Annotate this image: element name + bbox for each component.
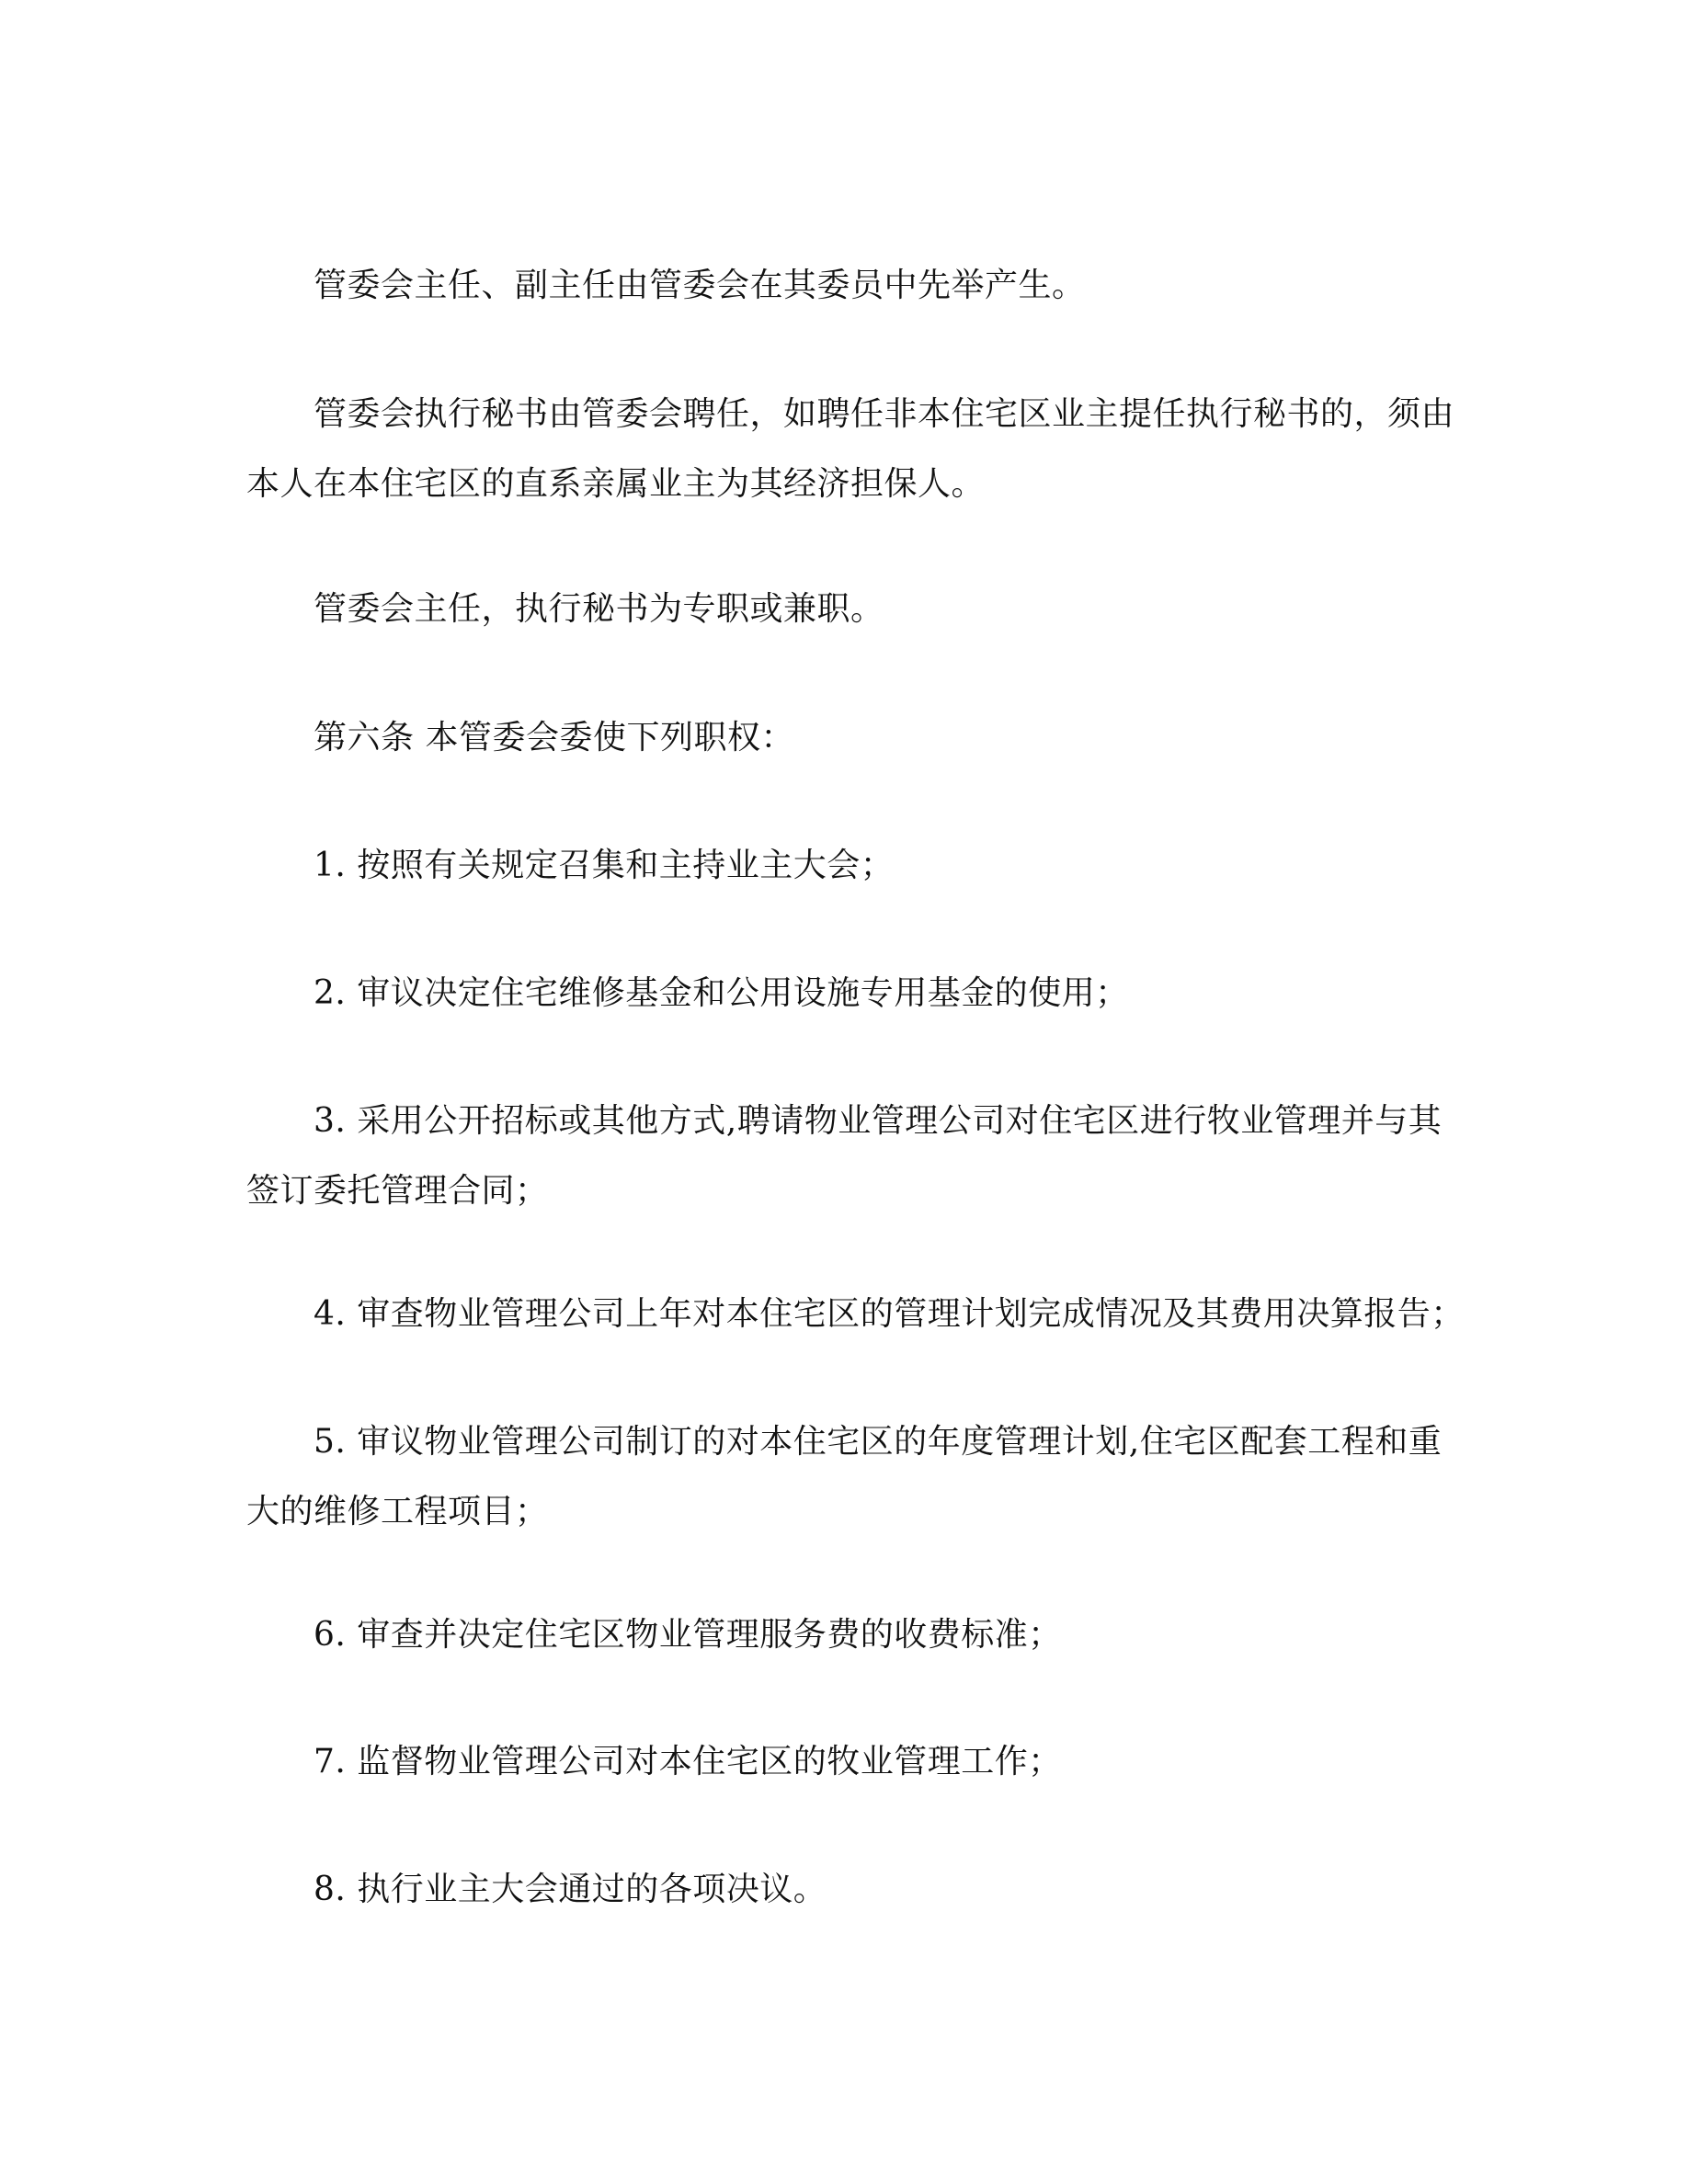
list-item-2 [246,959,1442,1029]
list-item-8 [246,1855,1442,1925]
list-item-7 [246,1727,1442,1797]
article-six-heading [246,703,1442,773]
paragraph-line: 3. 采用公开招标或其他方式,聘请物业管理公司对住宅区进行牧业管理并与其 [314,1102,1443,1140]
paragraph-line: 2. 审议决定住宅维修基金和公用设施专用基金的使用； [314,974,1129,1012]
paragraph-line: 签订委托管理合同； [246,1172,549,1210]
list-item-5 [246,1407,1442,1547]
paragraph-line: 第六条 本管委会委使下列职权： [314,719,794,756]
paragraph-line: 4. 审查物业管理公司上年对本住宅区的管理计划完成情况及其费用决算报告； [314,1295,1465,1333]
list-item-4 [246,1280,1465,1349]
paragraph-line: 5. 审议物业管理公司制订的对本住宅区的年度管理计划,住宅区配套工程和重 [314,1423,1443,1461]
paragraph-line: 管委会主任，执行秘书为专职或兼职。 [314,590,884,628]
paragraph-line: 大的维修工程项目； [246,1493,549,1530]
paragraph-line: 1. 按照有关规定召集和主持业主大会； [314,847,895,884]
paragraph-line: 本人在本住宅区的直系亲属业主为其经济担保人。 [246,465,986,503]
paragraph-executive-secretary [246,380,1455,519]
list-item-1 [246,831,1442,901]
paragraph-line: 7. 监督物业管理公司对本住宅区的牧业管理工作； [314,1743,1062,1780]
list-item-3 [246,1086,1442,1226]
list-item-6 [246,1600,1442,1670]
paragraph-line: 8. 执行业主大会通过的各项决议。 [314,1871,827,1908]
paragraph-line: 管委会主任、副主任由管委会在其委员中先举产生。 [314,267,1086,304]
paragraph-full-part-time [246,574,1442,644]
paragraph-line: 管委会执行秘书由管委会聘任，如聘任非本住宅区业主提任执行秘书的，须由 [314,395,1455,433]
paragraph-chair-election [246,251,1442,321]
paragraph-line: 6. 审查并决定住宅区物业管理服务费的收费标准； [314,1616,1062,1654]
